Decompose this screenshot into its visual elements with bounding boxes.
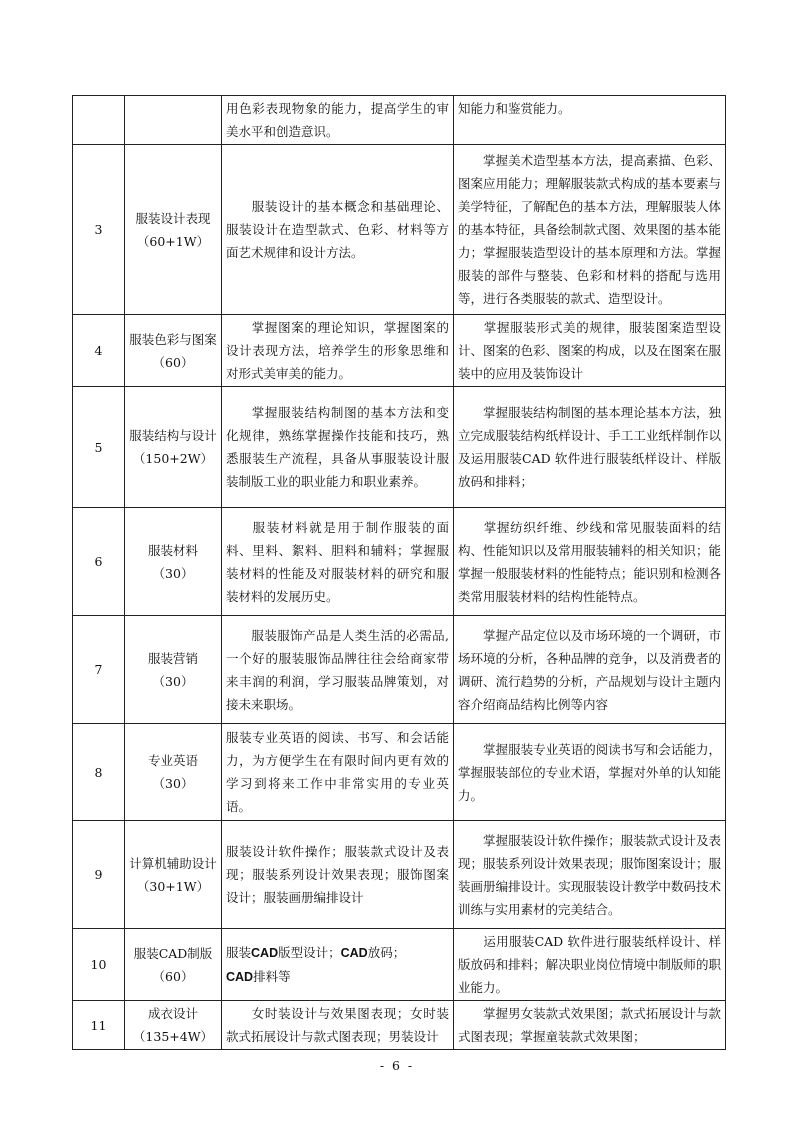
course-name — [125, 724, 222, 821]
description-part: CAD — [340, 945, 368, 960]
row-number — [73, 96, 125, 145]
description-text: 服装服饰产品是人类生活的必需品,一个好的服装服饰品牌往往会给商家带来丰润的利润，学习服装品牌策划，对接未来职场。 — [226, 627, 449, 712]
course-hours: （135+4W） — [132, 1029, 214, 1044]
course-description — [222, 929, 454, 1001]
description-text: 服装材料就是用于制作服装的面料、里料、絮料、胆料和辅料；掌握服装材料的性能及对服装材料的研究和服装材料的发展历史。 — [226, 519, 449, 604]
course-title: 服装设计表现 — [135, 210, 211, 226]
description-text: 女时装设计与效果图表现；女时装款式拓展设计与款式图表现；男装设计 — [226, 1006, 449, 1044]
description-part: 服装 — [226, 944, 252, 960]
table-row — [73, 315, 726, 387]
table-row — [73, 724, 726, 821]
course-name — [125, 508, 222, 616]
table-row — [73, 821, 726, 929]
row-number: 5 — [73, 387, 125, 508]
course-goal — [454, 315, 726, 387]
course-goal — [454, 96, 726, 145]
table-row — [73, 929, 726, 1001]
course-hours: （60） — [152, 968, 194, 984]
course-name — [125, 616, 222, 724]
goal-text: 掌握服装形式美的规律，服装图案造型设计、图案的色彩、图案的构成，以及在图案在服装中的应用及装饰设计 — [458, 320, 721, 381]
course-name — [125, 96, 222, 145]
table-row — [73, 96, 726, 145]
course-title: 成衣设计 — [147, 1006, 198, 1021]
goal-text: 知能力和鉴赏能力。 — [458, 101, 571, 116]
goal-text: 掌握服装专业英语的阅读书写和会话能力，掌握服装部位的专业术语，掌握对外单的认知能力。 — [458, 741, 721, 803]
course-hours: （30） — [152, 565, 194, 581]
table-row — [73, 145, 726, 315]
row-number: 8 — [73, 724, 125, 821]
course-description: 服装设计软件操作；服装款式设计及表现；服装系列设计效果表现；服饰图案设计；服装画册编排设计 — [222, 821, 454, 929]
course-description — [222, 315, 454, 387]
description-text: 掌握服装结构制图的基本方法和变化规律，熟练掌握操作技能和技巧，熟悉服装生产流程，具备从事服装设计服装制版工业的职业能力和职业素养。 — [226, 405, 449, 489]
description-part: 放码； — [367, 944, 406, 960]
course-goal — [454, 508, 726, 616]
row-number: 10 — [73, 929, 125, 1001]
row-number: 7 — [73, 616, 125, 724]
row-number: 3 — [73, 145, 125, 315]
course-name — [125, 315, 222, 387]
course-title: 服装营销 — [147, 650, 198, 666]
course-description — [222, 145, 454, 315]
course-hours: （60+1W） — [136, 233, 210, 249]
description-part: 排料等 — [253, 968, 291, 984]
course-description — [222, 387, 454, 508]
course-hours: （60） — [152, 354, 194, 370]
row-number: 6 — [73, 508, 125, 616]
course-description — [222, 616, 454, 724]
goal-text: 掌握美术造型基本方法，提高素描、色彩、图案应用能力；理解服装款式构成的基本要素与美学特征，了解配色的基本方法，理解服装人体的基本特征，具备绘制款式图、效果图的基本能力；掌握服装造型设计的基本原理和方法。掌握服装的部件与整装、色彩和材料的搭配与选用等，进行各类服装的款式、造型设计。 — [458, 153, 721, 306]
goal-text: 运用服装CAD 软件进行服装纸样设计、样版放码和排料；解决职业岗位情境中制版师的职业能力。 — [458, 934, 721, 995]
table-row — [73, 616, 726, 724]
course-hours: （30） — [152, 673, 194, 689]
description-text: 掌握图案的理论知识，掌握图案的设计表现方法，培养学生的形象思维和对形式美审美的能力。 — [226, 320, 449, 381]
table-row — [73, 508, 726, 616]
table-row — [73, 387, 726, 508]
course-title: 服装材料 — [147, 542, 198, 558]
course-description — [222, 1001, 454, 1050]
row-number: 11 — [73, 1001, 125, 1050]
table-row — [73, 1001, 726, 1050]
course-title: 计算机辅助设计 — [129, 855, 217, 871]
course-title: 专业英语 — [147, 753, 198, 768]
course-name — [125, 929, 222, 1001]
goal-text: 掌握服装设计软件操作；服装款式设计及表现；服装系列设计效果表现；服饰图案设计；服装画册编排设计。实现服装设计教学中数码技术训练与实用素材的完美结合。 — [458, 832, 721, 917]
course-description: 用色彩表现物象的能力，提高学生的审美水平和创造意识。 — [222, 96, 454, 145]
row-number: 4 — [73, 315, 125, 387]
goal-text: 掌握男女装款式效果图；款式拓展设计与款式图表现；掌握童装款式效果图； — [458, 1006, 721, 1044]
course-goal — [454, 145, 726, 315]
course-title: 服装CAD制版 — [133, 945, 213, 961]
description-text: 服装设计的基本概念和基础理论、服装设计在造型款式、色彩、材料等方面艺术规律和设计方法。 — [226, 199, 449, 260]
course-hours: （30+1W） — [136, 878, 210, 894]
course-goal — [454, 929, 726, 1001]
course-title: 服装结构与设计 — [129, 428, 217, 443]
course-hours: （30） — [152, 776, 194, 791]
course-name — [125, 821, 222, 929]
course-description: 服装专业英语的阅读、书写、和会话能力，为方便学生在有限时间内更有效的学习到将来工作中非常实用的专业英语。 — [222, 724, 454, 821]
goal-text: 掌握产品定位以及市场环境的一个调研，市场环境的分析，各种品牌的竞争，以及消费者的调研、流行趋势的分析，产品规划与设计主题内容介绍商品结构比例等内容 — [458, 627, 721, 712]
course-goal — [454, 821, 726, 929]
course-goal — [454, 387, 726, 508]
description-part: CAD — [251, 945, 279, 960]
course-hours: （150+2W） — [132, 451, 214, 466]
course-goal — [454, 616, 726, 724]
course-goal — [454, 724, 726, 821]
curriculum-table — [72, 95, 726, 1050]
course-name — [125, 1001, 222, 1050]
page-number: - 6 - — [379, 1058, 415, 1073]
row-number: 9 — [73, 821, 125, 929]
course-goal — [454, 1001, 726, 1050]
course-name — [125, 145, 222, 315]
description-part: 版型设计； — [278, 944, 341, 960]
course-title: 服装色彩与图案 — [129, 331, 217, 347]
description-part: CAD — [226, 969, 254, 984]
goal-text: 掌握服装结构制图的基本理论基本方法，独立完成服装结构纸样设计、手工工业纸样制作以及运用服装CAD 软件进行服装纸样设计、样版放码和排料； — [458, 405, 721, 489]
course-name — [125, 387, 222, 508]
course-description — [222, 508, 454, 616]
goal-text: 掌握纺织纤维、纱线和常见服装面料的结构、性能知识以及常用服装辅料的相关知识；能掌握一般服装材料的性能特点；能识别和检测各类常用服装材料的结构性能特点。 — [458, 519, 721, 604]
